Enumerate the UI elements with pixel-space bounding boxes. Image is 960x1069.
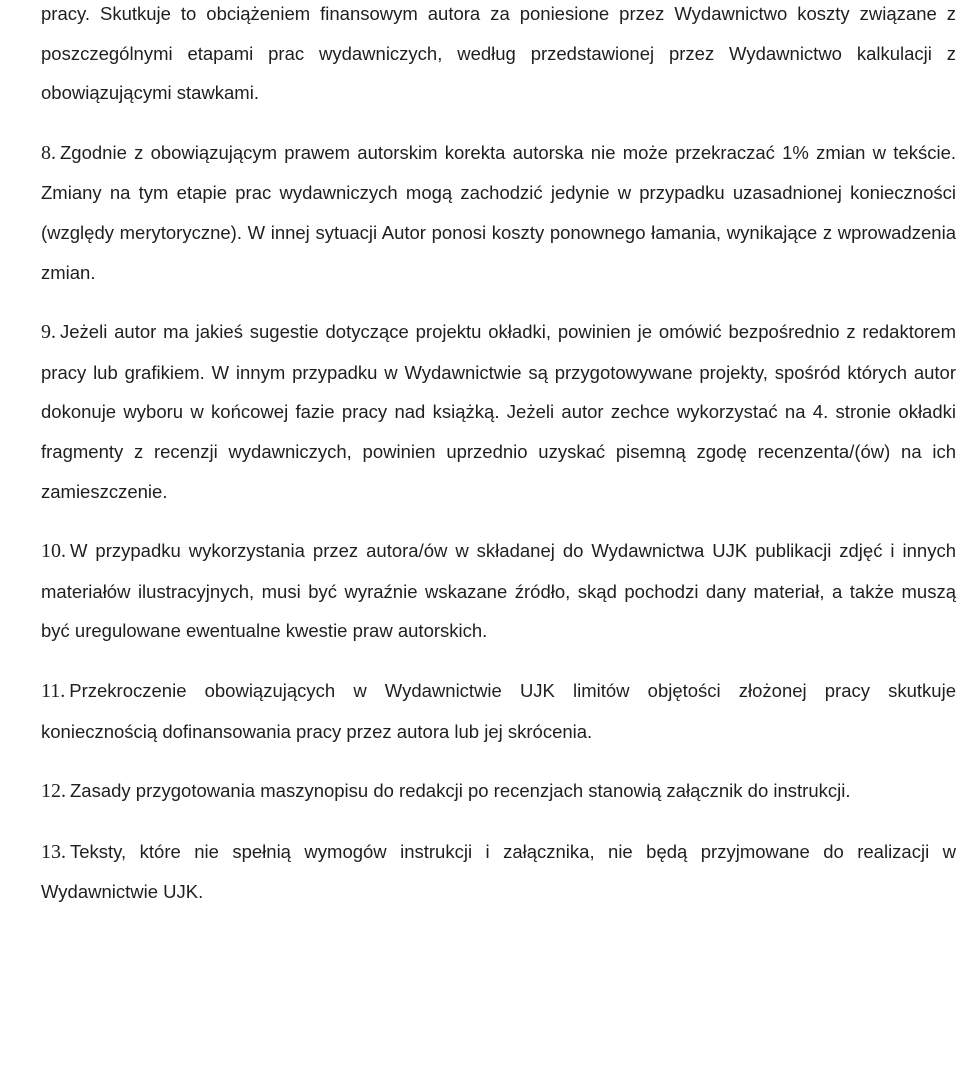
- item-number: 9.: [41, 321, 56, 344]
- item-text: Przekroczenie obowiązujących w Wydawnictwie UJK limitów objętości złożonej pracy skutkuje koniecznością dofinansowania pracy przez autora lub jej skrócenia.: [41, 679, 956, 742]
- item-text: W przypadku wykorzystania przez autora/ów w składanej do Wydawnictwa UJK publikacji zdjęć i innych materiałów ilustracyjnych, musi być wyraźnie wskazane źródło, skąd pochodzi dany materiał, a także muszą być uregulowane ewentualne kwestie praw autorskich.: [41, 540, 956, 642]
- item-number: 8.: [41, 141, 56, 164]
- list-item-8: [41, 133, 956, 292]
- item-text: Teksty, które nie spełnią wymogów instrukcji i załącznika, nie będą przyjmowane do realizacji w Wydawnictwie UJK.: [41, 840, 956, 903]
- item-text: Zasady przygotowania maszynopisu do redakcji po recenzjach stanowią załącznik do instrukcji.: [70, 780, 851, 802]
- item-text: Jeżeli autor ma jakieś sugestie dotyczące projektu okładki, powinien je omówić bezpośrednio z redaktorem pracy lub grafikiem. W innym przypadku w Wydawnictwie są przygotowywane projekty, spośród których autor dokonuje wyboru w końcowej fazie pracy nad książką. Jeżeli autor zechce wykorzystać na 4. stronie okładki fragmenty z recenzji wydawniczych, powinien uprzednio uzyskać pisemną zgodę recenzenta/(ów) na ich zamieszczenie.: [41, 321, 956, 502]
- list-item-11: [41, 671, 956, 751]
- item-number: 11.: [41, 679, 66, 702]
- list-item-9: [41, 312, 956, 511]
- list-item-13: [41, 832, 956, 912]
- item-number: 13.: [41, 840, 66, 863]
- item-number: 10.: [41, 540, 66, 563]
- item-text: Zgodnie z obowiązującym prawem autorskim korekta autorska nie może przekraczać 1% zmian w tekście. Zmiany na tym etapie prac wydawniczych mogą zachodzić jedynie w przypadku uzasadnionej konieczności (względy merytoryczne). W innej sytuacji Autor ponosi koszty ponownego łamania, wynikające z wprowadzenia zmian.: [41, 141, 956, 283]
- list-item-10: [41, 531, 956, 651]
- list-item-12: [41, 771, 956, 812]
- intro-paragraph: pracy. Skutkuje to obciążeniem finansowym autora za poniesione przez Wydawnictwo koszty związane z poszczególnymi etapami prac wydawniczych, według przedstawionej przez Wydawnictwo kalkulacji z obowiązującymi stawkami.: [41, 3, 956, 104]
- item-number: 12.: [41, 780, 66, 803]
- document-page: [41, 0, 956, 912]
